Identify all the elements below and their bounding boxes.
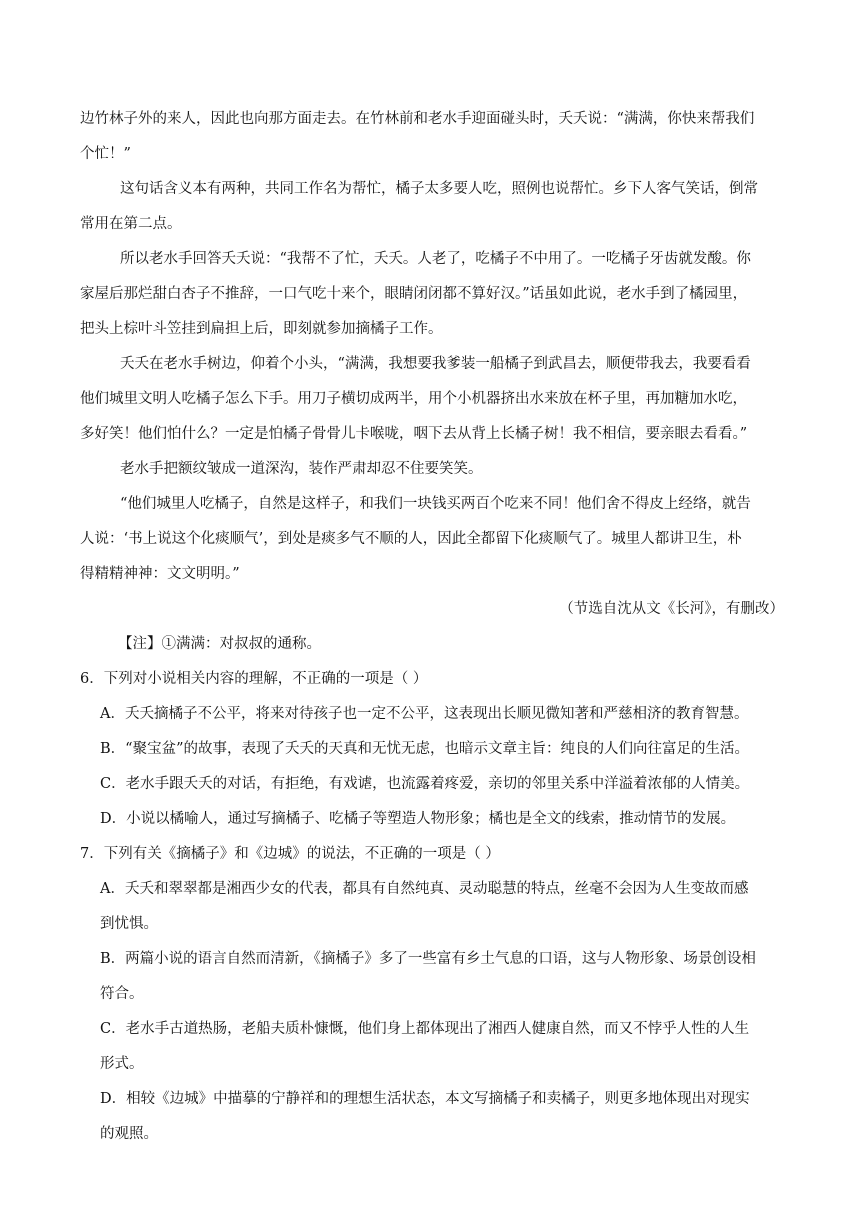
option-b: B．两篇小说的语言自然而清新，《摘橘子》多了一些富有乡土气息的口语，这与人物形象、场景创设相 bbox=[100, 951, 756, 967]
text-line: 家屋后那烂甜白杏子不推辞，一口气吃十来个，眼睛闭闭都不算好汉。”话虽如此说，老水手到了橘园里， bbox=[80, 286, 748, 302]
option-a-continued: 到忧惧。 bbox=[100, 916, 158, 932]
paragraph-4 bbox=[80, 347, 784, 452]
document-content bbox=[80, 102, 784, 1152]
text-line: “他们城里人吃橘子，自然是这样子，和我们一块钱买两百个吃来不同！他们舍不得皮上经络，就告 bbox=[120, 496, 751, 512]
footnote: 【注】①满满：对叔叔的通称。 bbox=[118, 636, 321, 652]
option-c-continued: 形式。 bbox=[100, 1056, 144, 1072]
text-line: 夭夭在老水手树边，仰着个小头，“满满，我想要我爹装一船橘子到武昌去，顺便带我去，我要看看 bbox=[120, 356, 751, 372]
text-line: 所以老水手回答夭夭说：“我帮不了忙，夭夭。人老了，吃橘子不中用了。一吃橘子牙齿就发酸。你 bbox=[120, 251, 751, 267]
option-d: D．相较《边城》中描摹的宁静祥和的理想生活状态，本文写摘橘子和卖橘子，则更多地体现出对现实 bbox=[100, 1091, 750, 1107]
source-citation: （节选自沈从文《长河》，有删改） bbox=[559, 601, 784, 617]
text-line: 他们城里文明人吃橘子怎么下手。用刀子横切成两半，用个小机器挤出水来放在杯子里，再加糖加水吃， bbox=[80, 391, 747, 407]
paragraph-5 bbox=[80, 452, 784, 487]
paragraph-1 bbox=[80, 102, 784, 172]
option-c: C．老水手古道热肠，老船夫质朴慷慨，他们身上都体现出了湘西人健康自然，而又不悖乎人性的人生 bbox=[100, 1021, 750, 1037]
text-line: 人说：‘书上说这个化痰顺气’，到处是痰多气不顺的人，因此全都留下化痰顺气了。城里人都讲卫生，朴 bbox=[80, 531, 742, 547]
question-stem: 6．下列对小说相关内容的理解，不正确的一项是（ ） bbox=[80, 671, 428, 687]
paragraph-3 bbox=[80, 242, 784, 347]
paragraph-6 bbox=[80, 487, 784, 592]
option-c: C．老水手跟夭夭的对话，有拒绝，有戏谑，也流露着疼爱，亲切的邻里关系中洋溢着浓郁的人情美。 bbox=[100, 776, 750, 792]
option-d-continued: 的观照。 bbox=[100, 1126, 158, 1142]
option-a: A．夭夭和翠翠都是湘西少女的代表，都具有自然纯真、灵动聪慧的特点，丝毫不会因为人生变故而感 bbox=[100, 881, 749, 897]
text-line: 把头上棕叶斗笠挂到扁担上后，即刻就参加摘橘子工作。 bbox=[80, 321, 443, 337]
question-6 bbox=[80, 662, 784, 837]
option-a: A．夭夭摘橘子不公平，将来对待孩子也一定不公平，这表现出长顺见微知著和严慈相济的教育智慧。 bbox=[100, 706, 749, 722]
option-b-continued: 符合。 bbox=[100, 986, 144, 1002]
text-line: 得精精神神：文文明明。” bbox=[80, 566, 240, 582]
question-stem: 7．下列有关《摘橘子》和《边城》的说法，不正确的一项是（ ） bbox=[80, 846, 500, 862]
text-line: 边竹林子外的来人，因此也向那方面走去。在竹林前和老水手迎面碰头时，夭夭说：“满满，你快来帮我们 bbox=[80, 111, 755, 127]
question-7 bbox=[80, 837, 784, 1152]
option-b: B．“聚宝盆”的故事，表现了夭夭的天真和无忧无虑，也暗示文章主旨：纯良的人们向往富足的生活。 bbox=[100, 741, 749, 757]
text-line: 这句话含义本有两种，共同工作名为帮忙，橘子太多要人吃，照例也说帮忙。乡下人客气笑话，倒常 bbox=[120, 181, 758, 197]
option-d: D．小说以橘喻人，通过写摘橘子、吃橘子等塑造人物形象；橘也是全文的线索，推动情节的发展。 bbox=[100, 811, 736, 827]
paragraph-2 bbox=[80, 172, 784, 242]
text-line: 老水手把额纹皱成一道深沟，装作严肃却忍不住要笑笑。 bbox=[120, 461, 483, 477]
text-line: 多好笑！他们怕什么？一定是怕橘子骨骨儿卡喉咙，咽下去从背上长橘子树！我不相信，要亲眼去看看。” bbox=[80, 426, 748, 442]
text-line: 个忙！” bbox=[80, 146, 131, 162]
text-line: 常用在第二点。 bbox=[80, 216, 182, 232]
